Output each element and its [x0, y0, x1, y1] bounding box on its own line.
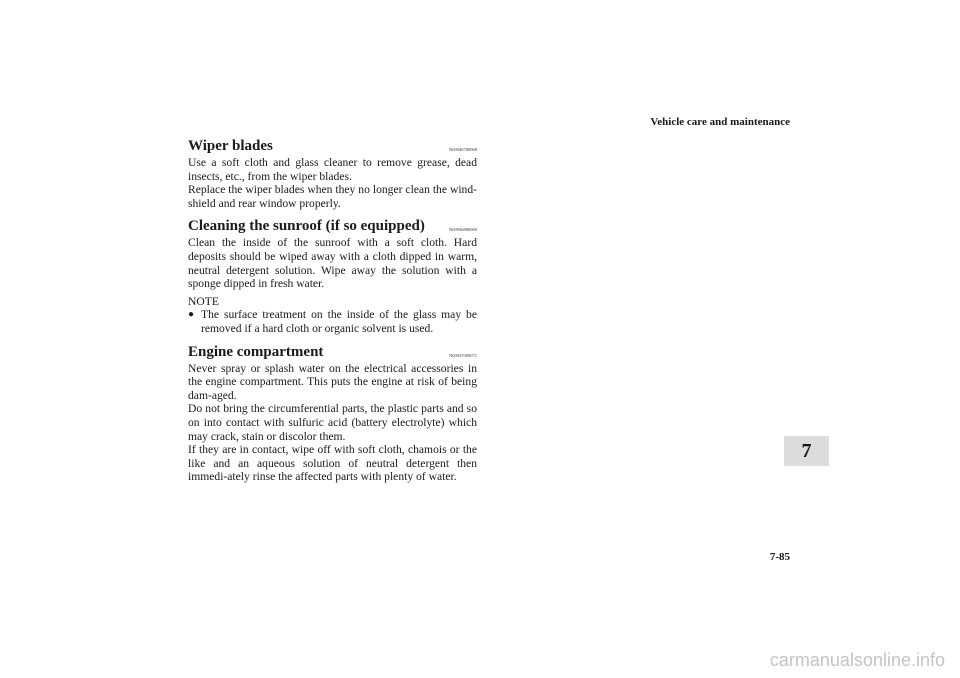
content-column — [188, 137, 477, 491]
note-item — [188, 308, 477, 335]
section-heading-row — [188, 137, 477, 155]
paragraph: Clean the inside of the sunroof with a soft cloth. Hard deposits should be wiped away with a cloth dipped in warm, neutral detergent solution. Wipe away the solution with a sponge dipped in fresh water. — [188, 236, 477, 291]
chapter-tab: 7 — [784, 436, 829, 466]
section-title: Engine compartment — [188, 343, 324, 360]
section-heading-row — [188, 217, 477, 235]
section-code: N00946700068 — [449, 147, 477, 152]
paragraph: Replace the wiper blades when they no longer clean the wind-shield and rear window properly. — [188, 183, 477, 210]
running-header: Vehicle care and maintenance — [650, 116, 790, 128]
section-cleaning-sunroof — [188, 217, 477, 335]
section-heading-row — [188, 343, 477, 361]
paragraph: Do not bring the circumferential parts, the plastic parts and so on into contact with sulfuric acid (battery electrolyte) which may crack, stain or discolor them. — [188, 402, 477, 443]
section-code: N00946800069 — [449, 227, 477, 233]
watermark: carmanualsonline.info — [769, 650, 945, 670]
section-engine-compartment — [188, 343, 477, 484]
paragraph: Never spray or splash water on the electrical accessories in the engine compartment. This puts the engine at risk of being dam-aged. — [188, 361, 477, 402]
section-title: Wiper blades — [188, 138, 273, 154]
section-code: N00947000071 — [449, 352, 477, 358]
section-wiper-blades — [188, 137, 477, 210]
section-title: Cleaning the sunroof (if so equipped) — [188, 218, 425, 235]
bullet-icon: ● — [188, 309, 195, 321]
note-label: NOTE — [188, 294, 219, 308]
paragraph: If they are in contact, wipe off with soft cloth, chamois or the like and an aqueous solution of neutral detergent then immedi-ately rinse the affected parts with plenty of water. — [188, 443, 477, 484]
paragraph: Use a soft cloth and glass cleaner to remove grease, dead insects, etc., from the wiper blades. — [188, 156, 477, 183]
page-number: 7-85 — [769, 551, 790, 563]
note-text: The surface treatment on the inside of the glass may be removed if a hard cloth or organic solvent is used. — [201, 308, 477, 335]
